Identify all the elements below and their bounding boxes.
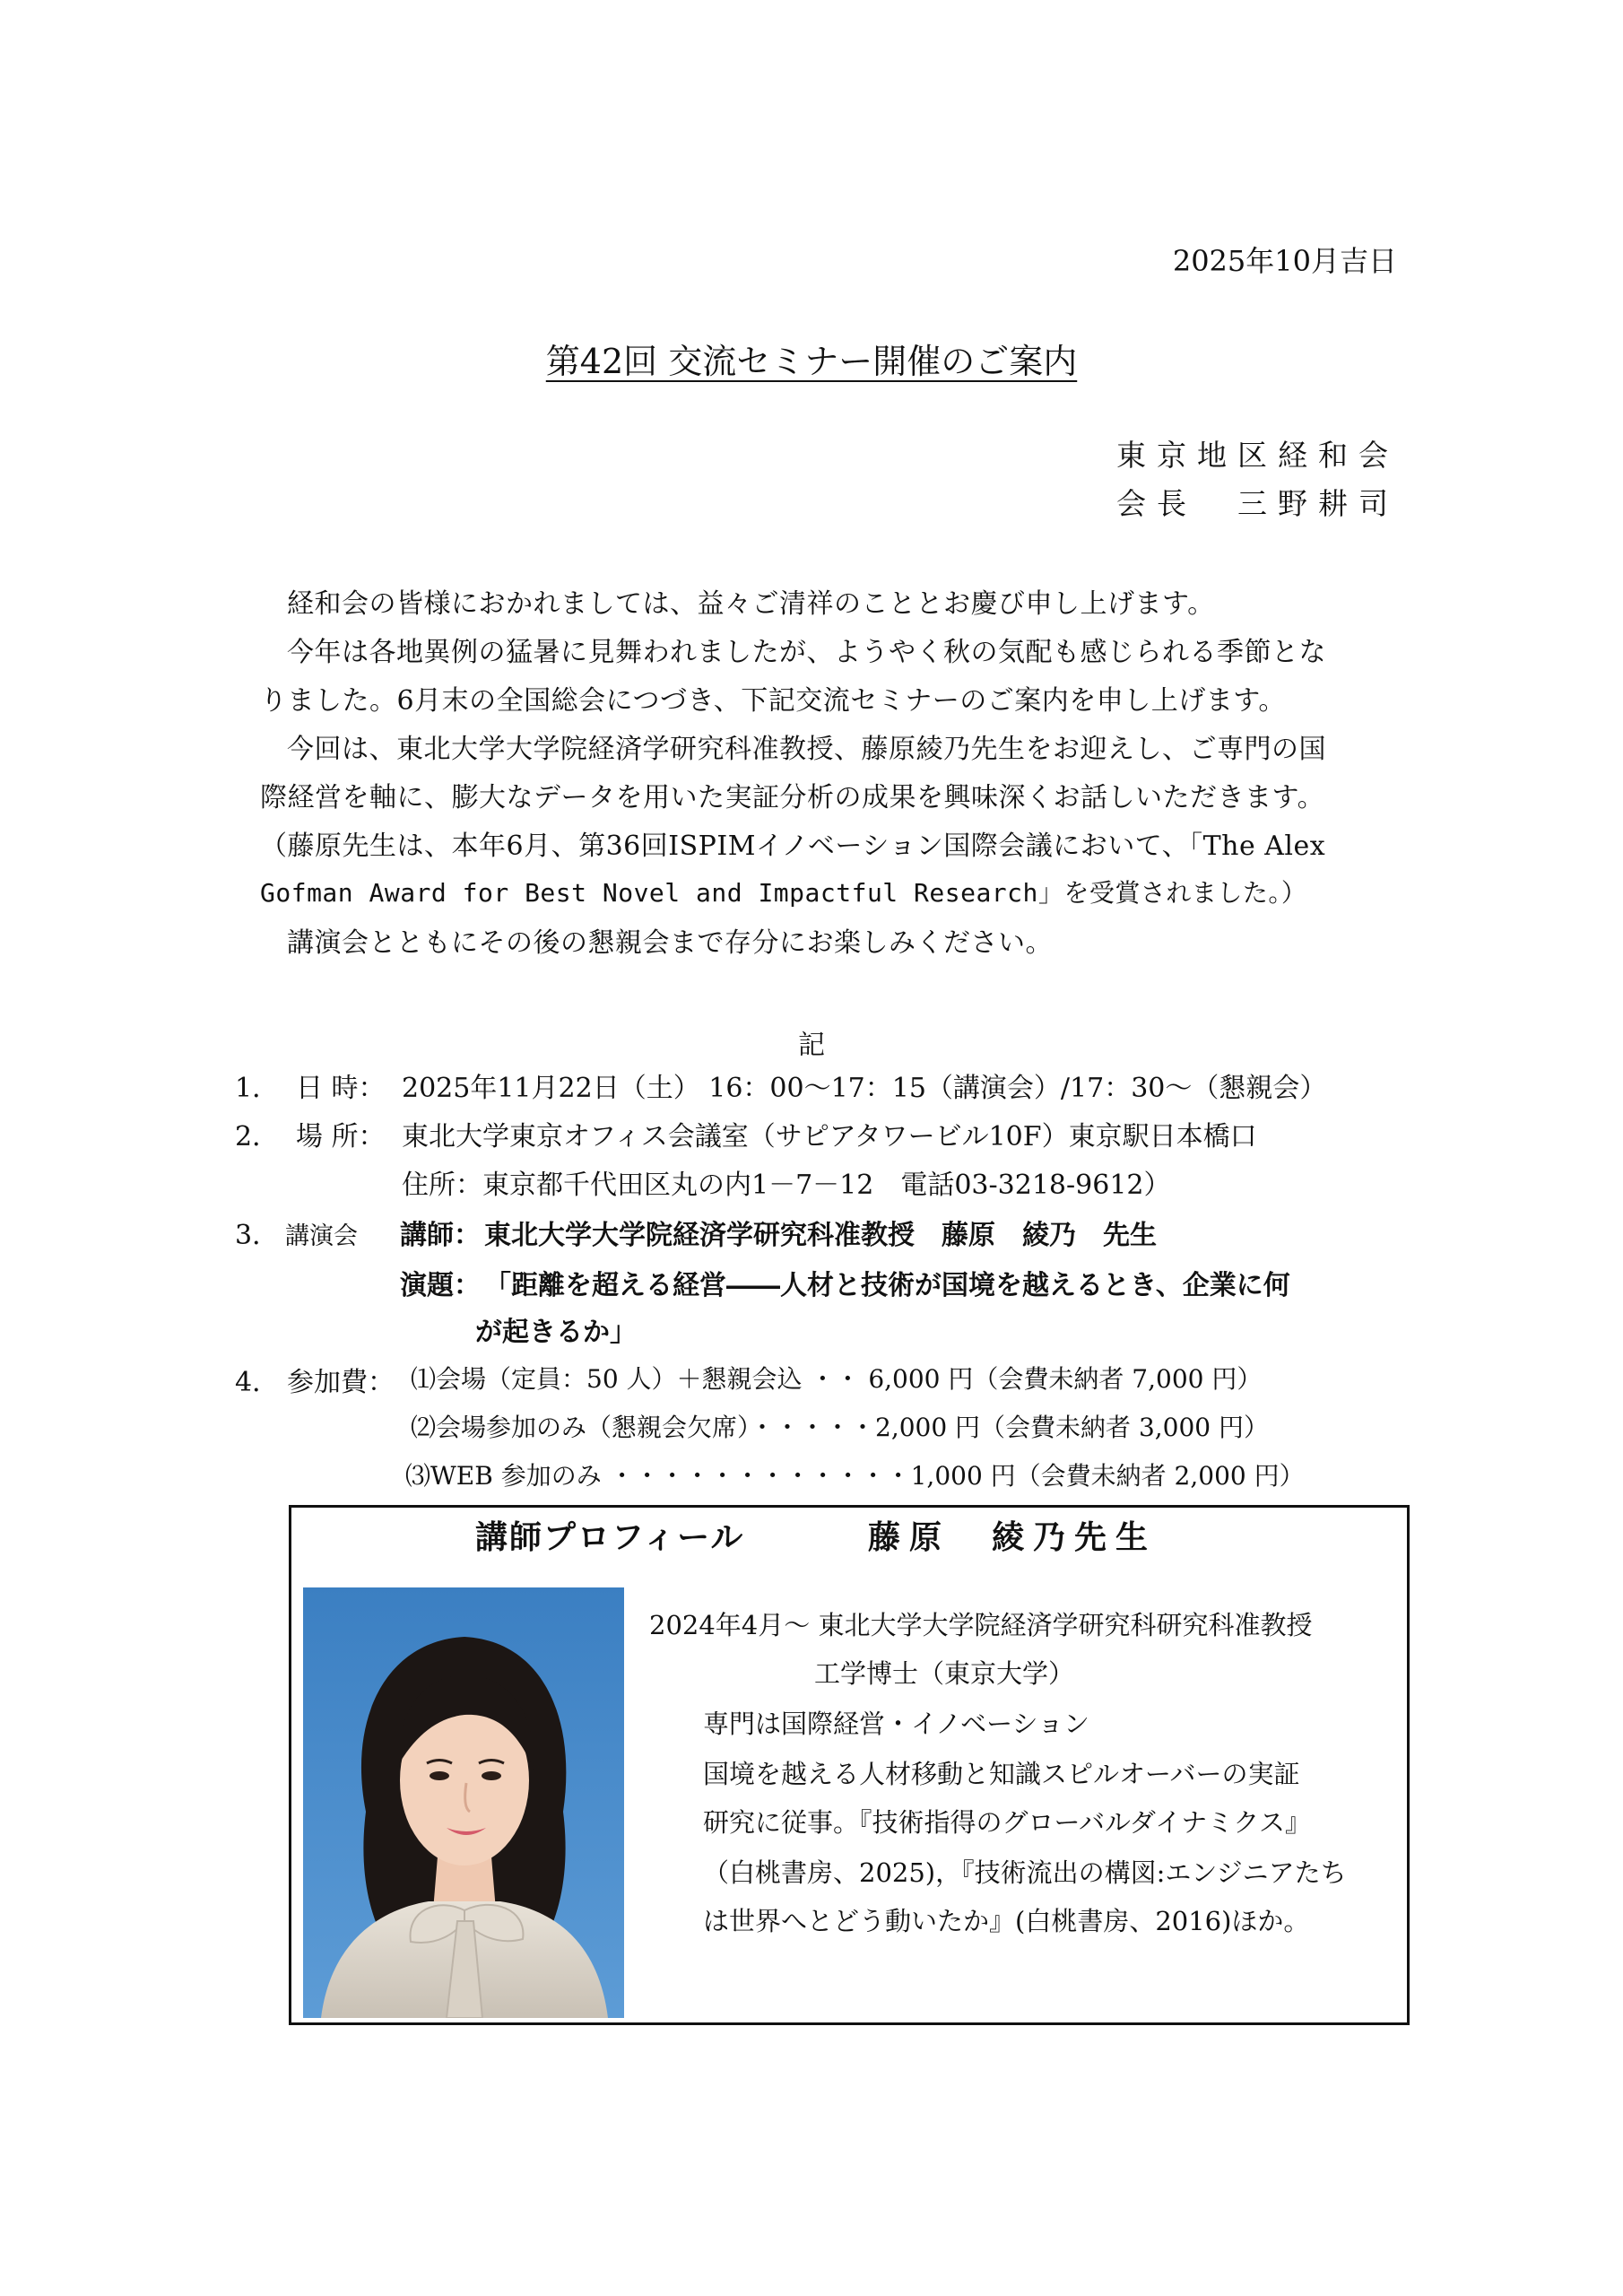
fee-line: ⑴会場（定員：50 人）＋懇親会込 ・・ 6,000 円（会費未納者 7,000 円）: [411, 1364, 1263, 1394]
body-line: Gofman Award for Best Novel and Impactful Research」を受賞されました。）: [260, 878, 1307, 908]
body-line: りました。6月末の全国総会につづき、下記交流セミナーのご案内を申し上げます。: [260, 685, 1286, 717]
title-text: 第42回 交流セミナー開催のご案内: [545, 342, 1078, 381]
body-line: 際経営を軸に、膨大なデータを用いた実証分析の成果を興味深くお話しいただきます。: [260, 782, 1325, 813]
lecturer-label: 講師：: [400, 1220, 481, 1251]
item-number: 1．: [235, 1073, 280, 1104]
venue-address: 住所：東京都千代田区丸の内1－7－12 電話03-3218-9612）: [402, 1170, 1171, 1201]
document-title: [0, 334, 1623, 383]
profile-heading: 講師プロフィール: [475, 1518, 745, 1556]
fee-line: ⑶WEB 参加のみ ・・・・・・・・・・・・1,000 円（会費未納者 2,000 円）: [405, 1461, 1305, 1491]
lecture-topic: が起きるか」: [475, 1317, 637, 1348]
event-datetime: 2025年11月22日（土） 16：00～17：15（講演会）/17：30～（懇親会）: [402, 1073, 1327, 1104]
item-label: 場 所：: [296, 1121, 386, 1152]
ki-heading: 記: [798, 1030, 825, 1061]
lecture-topic: 「距離を超える経営――人材と技術が国境を越えるとき、企業に何: [484, 1270, 1290, 1301]
profile-line: 専門は国際経営・イノベーション: [703, 1709, 1089, 1739]
profile-line: は世界へとどう動いたか』(白桃書房、2016)ほか。: [703, 1906, 1310, 1936]
event-venue: 東北大学東京オフィス会議室（サピアタワービル10F）東京駅日本橋口: [402, 1121, 1257, 1152]
item-label: 講演会: [285, 1222, 358, 1250]
item-label: 参加費：: [287, 1367, 395, 1398]
profile-line: 工学博士（東京大学）: [814, 1658, 1075, 1689]
fee-line: ⑵会場参加のみ（懇親会欠席）・・・・・2,000 円（会費未納者 3,000 円）: [411, 1413, 1270, 1442]
president-name: 会長 三野耕司: [1116, 486, 1399, 521]
profile-lecturer-name: 藤原 綾乃先生: [868, 1518, 1158, 1556]
lecturer-name: 東北大学大学院経済学研究科准教授 藤原 綾乃 先生: [484, 1220, 1157, 1251]
item-number: 2．: [235, 1121, 280, 1152]
item-number: 3．: [235, 1220, 280, 1251]
profile-line: （白桃書房、2025)，『技術流出の構図:エンジニアたち: [703, 1857, 1347, 1888]
body-line: 今年は各地異例の猛暑に見舞われましたが、ようやく秋の気配も感じられる季節とな: [287, 637, 1326, 668]
profile-line: 2024年4月～ 東北大学大学院経済学研究科研究科准教授: [649, 1610, 1313, 1640]
profile-line: 国境を越える人材移動と知識スピルオーバーの実証: [703, 1759, 1300, 1789]
body-line: （藤原先生は、本年6月、第36回ISPIMイノベーション国際会議において、「The Alex: [260, 831, 1326, 862]
document-date: 2025年10月吉日: [1172, 244, 1397, 278]
topic-label: 演題：: [400, 1270, 481, 1301]
organization-name: 東京地区経和会: [1116, 438, 1399, 473]
item-label: 日 時：: [296, 1073, 386, 1104]
profile-line: 研究に従事。『技術指得のグローバルダイナミクス』: [703, 1807, 1312, 1838]
body-line: 経和会の皆様におかれましては、益々ご清祥のこととお慶び申し上げます。: [287, 588, 1215, 620]
body-line: 講演会とともにその後の懇親会まで存分にお楽しみください。: [287, 927, 1053, 959]
body-line: 今回は、東北大学大学院経済学研究科准教授、藤原綾乃先生をお迎えし、ご専門の国: [287, 734, 1326, 765]
item-number: 4．: [235, 1367, 280, 1398]
lecturer-photo: [303, 1587, 624, 2018]
